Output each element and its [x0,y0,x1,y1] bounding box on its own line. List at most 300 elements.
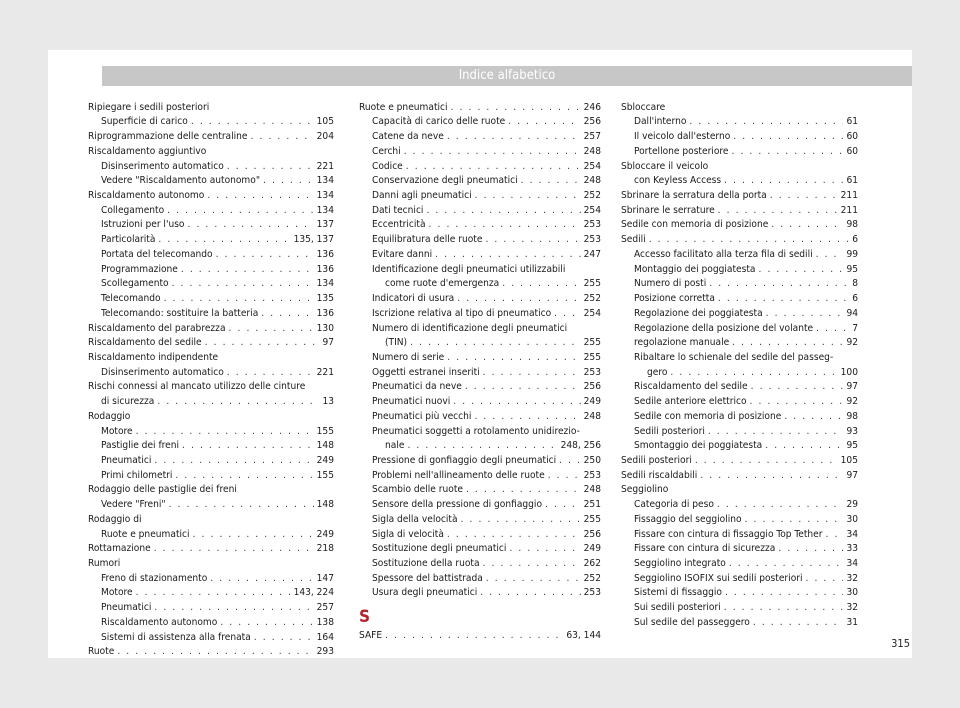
entry-page-number: 137 [316,219,334,231]
dot-leader [753,616,844,630]
entry-label: Sbrinare le serrature [621,204,715,216]
entry-label: Iscrizione relativa al tipo di pneumatico [372,307,552,319]
dot-leader [451,101,581,115]
index-entry [359,556,601,571]
index-heading [88,144,334,159]
entry-label: Sui sedili posteriori [634,602,721,614]
dot-leader [825,528,843,542]
entry-label: come ruote d'emergenza [385,278,500,290]
dot-leader [158,233,290,247]
dot-leader [765,439,843,453]
dot-leader [485,233,580,247]
entry-label: Superficie di carico [101,116,188,128]
index-entry [88,129,334,144]
index-entry [621,497,858,512]
index-entry [621,468,858,483]
entry-label: Eccentricità [372,219,426,231]
entry-label: Primi chilometri [101,469,173,481]
entry-page-number: 249 [316,454,334,466]
dot-leader [447,351,580,365]
entry-page-number: 32 [846,602,858,614]
dot-leader [709,277,849,291]
entry-label: Sedili posteriori [634,425,705,437]
index-entry [621,188,858,203]
dot-leader [670,366,837,380]
dot-leader [758,263,843,277]
index-heading [359,424,601,439]
entry-page-number: 97 [846,381,858,393]
index-entry [88,247,334,262]
entry-label: Identificazione degli pneumatici utilizzabili [372,263,566,275]
entry-label: Seggiolino integrato [634,558,726,569]
entry-label: Equilibratura delle ruote [372,234,483,246]
index-entry [88,291,334,306]
entry-page-number: 93 [846,425,858,437]
page-header-bar [102,66,912,86]
index-heading [621,350,858,365]
entry-label: Cerchi [372,145,401,157]
entry-label: Indicatori di usura [372,293,455,305]
entry-page-number: 255 [583,278,601,290]
dot-leader [453,395,580,409]
index-heading [88,409,334,424]
entry-label: Rodaggio delle pastiglie dei freni [88,484,237,496]
entry-label: con Keyless Access [634,175,722,187]
entry-page-number: 247 [583,248,601,260]
index-entry [88,615,334,630]
entry-label: Ruote e pneumatici [359,101,448,113]
dot-leader [718,204,838,218]
entry-page-number: 98 [846,410,858,422]
dot-leader [751,380,844,394]
index-entry [621,615,858,630]
dot-leader [729,557,844,571]
index-entry [359,336,601,351]
entry-label: Sedili [621,234,646,246]
entry-label: Usura degli pneumatici [372,587,478,599]
index-entry [621,277,858,292]
index-entry [359,380,601,395]
entry-page-number: 135, 137 [293,234,334,246]
index-entry [359,350,601,365]
index-entry [621,527,858,542]
index-entry [88,424,334,439]
entry-page-number: 252 [583,572,601,584]
entry-page-number: 92 [846,396,858,408]
index-entry [359,571,601,586]
entry-page-number: 29 [846,499,858,511]
index-entry [88,336,334,351]
entry-label: Pneumatici nuovi [372,396,451,408]
index-entry [359,306,601,321]
entry-label: Rodaggio [88,410,131,422]
index-entry [621,512,858,527]
index-entry [88,586,334,601]
index-heading [88,556,334,571]
index-entry [621,306,858,321]
entry-page-number: 33 [846,543,858,555]
index-heading [621,483,858,498]
dot-leader [816,322,849,336]
entry-page-number: 221 [316,160,334,172]
page-title: Indice alfabetico [458,68,556,83]
entry-label: regolazione manuale [634,337,730,349]
entry-page-number: 34 [846,558,858,569]
index-entry [359,277,601,292]
entry-page-number: 218 [316,543,334,555]
dot-leader [474,410,580,424]
index-entry [621,129,858,144]
entry-label: Posizione corretta [634,293,715,305]
dot-leader [708,425,844,439]
entry-label: Spessore del battistrada [372,572,483,584]
entry-page-number: 92 [846,337,858,349]
dot-leader [181,263,314,277]
dot-leader [254,631,314,645]
dot-leader [182,439,314,453]
index-entry [621,365,858,380]
entry-page-number: 143, 224 [293,587,334,599]
entry-label: Numero di serie [372,351,445,363]
dot-leader [164,292,314,306]
entry-label: Codice [372,160,403,172]
entry-page-number: 256 [583,381,601,393]
index-entry [359,115,601,130]
entry-label: Riscaldamento autonomo [101,616,218,628]
entry-label: Vedere "Freni" [101,499,166,511]
entry-label: Pneumatici da neve [372,381,462,393]
entry-label: Riscaldamento aggiuntivo [88,145,207,157]
entry-label: (TIN) [385,337,408,349]
entry-label: Pressione di gonfiaggio degli pneumatici [372,454,557,466]
entry-label: Sensore della pressione di gonfiaggio [372,499,543,511]
dot-leader [154,454,313,468]
entry-page-number: 221 [316,366,334,378]
entry-page-number: 253 [583,366,601,378]
index-entry [621,586,858,601]
dot-leader [475,189,581,203]
index-entry [621,542,858,557]
index-entry [621,394,858,409]
dot-leader [169,498,314,512]
entry-page-number: 255 [583,513,601,525]
index-entry [359,291,601,306]
index-entry [359,468,601,483]
entry-label: Sbloccare il veicolo [621,160,709,172]
dot-leader [207,189,313,203]
entry-page-number: 98 [846,219,858,231]
index-entry [359,129,601,144]
index-entry [621,262,858,277]
entry-page-number: 255 [583,351,601,363]
entry-label: Rottamazione [88,543,151,555]
index-entry [359,247,601,262]
entry-page-number: 293 [316,646,334,658]
index-entry [88,306,334,321]
entry-page-number: 97 [846,469,858,481]
dot-leader [545,498,581,512]
dot-leader [554,307,581,321]
dot-leader [447,528,581,542]
entry-label: Il veicolo dall'esterno [634,131,731,143]
dot-leader [732,336,843,350]
entry-page-number: 148 [316,440,334,452]
entry-page-number: 155 [316,469,334,481]
index-heading [359,262,601,277]
dot-leader [429,218,581,232]
dot-leader [733,130,843,144]
index-entry [359,527,601,542]
dot-leader [220,616,313,630]
entry-label: Pneumatici soggetti a rotolamento unidirezio- [372,425,580,437]
entry-page-number: 130 [316,322,334,334]
entry-label: Disinserimento automatico [101,160,224,172]
entry-label: Sedili posteriori [621,454,692,466]
entry-page-number: 105 [316,116,334,128]
entry-label: Ribaltare lo schienale del sedile del passeg- [634,351,834,363]
entry-label: Sostituzione della ruota [372,558,480,569]
entry-page-number: 253 [583,469,601,481]
entry-label: Sbloccare [621,101,666,113]
index-heading [88,512,334,527]
index-entry [359,174,601,189]
dot-leader [689,115,843,129]
dot-leader [447,130,581,144]
entry-page-number: 30 [846,513,858,525]
index-entry [88,321,334,336]
entry-page-number: 135 [316,293,334,305]
entry-page-number: 13 [322,396,334,408]
entry-label: Telecomando [101,293,161,305]
index-heading [88,380,334,395]
index-entry [359,365,601,380]
index-entry [88,365,334,380]
entry-page-number: 6 [852,234,858,246]
entry-page-number: 95 [846,263,858,275]
index-heading [88,350,334,365]
index-entry [88,468,334,483]
index-entry [621,380,858,395]
index-entry [359,439,601,454]
dot-leader [483,366,581,380]
entry-page-number: 204 [316,131,334,143]
index-entry [621,174,858,189]
entry-label: Sostituzione degli pneumatici [372,543,507,555]
entry-page-number: 255 [583,337,601,349]
index-entry [88,277,334,292]
dot-leader [465,380,581,394]
dot-leader [157,395,319,409]
entry-label: Ruote e pneumatici [101,528,190,540]
dot-leader [227,366,314,380]
index-entry [359,409,601,424]
dot-leader [205,336,320,350]
dot-leader [649,233,850,247]
dot-leader [718,292,849,306]
index-entry [621,232,858,247]
entry-page-number: 257 [316,602,334,614]
dot-leader [188,218,314,232]
entry-page-number: 248 [583,484,601,496]
dot-leader [724,174,843,188]
entry-label: Problemi nell'allineamento delle ruote [372,469,545,481]
dot-leader [216,248,314,262]
dot-leader [172,277,314,291]
entry-label: Riscaldamento del sedile [634,381,748,393]
dot-leader [724,601,844,615]
index-entry [359,483,601,498]
entry-label: Sistemi di fissaggio [634,587,722,599]
entry-label: Fissare con cintura di sicurezza [634,543,776,555]
entry-label: Scollegamento [101,278,169,290]
entry-label: Sigla della velocità [372,513,458,525]
entry-label: Sbrinare la serratura della porta [621,190,767,202]
index-heading [88,100,334,115]
index-entry [621,600,858,615]
entry-page-number: 252 [583,190,601,202]
entry-label: Evitare danni [372,248,433,260]
entry-label: Telecomando: sostituire la batteria [101,307,259,319]
entry-page-number: 32 [846,572,858,584]
entry-page-number: 30 [846,587,858,599]
entry-label: Sedile con memoria di posizione [634,410,782,422]
index-entry [359,453,601,468]
entry-page-number: 252 [583,293,601,305]
entry-page-number: 249 [583,396,601,408]
entry-page-number: 105 [840,454,858,466]
entry-label: Ripiegare i sedili posteriori [88,101,210,113]
entry-label: Seggiolino ISOFIX sui sedili posteriori [634,572,803,584]
page-number: 315 [891,637,910,650]
entry-page-number: 262 [583,558,601,569]
index-heading [88,483,334,498]
entry-page-number: 61 [846,116,858,128]
dot-leader [766,307,844,321]
index-entry [621,144,858,159]
entry-label: Freno di stazionamento [101,572,208,584]
dot-leader [154,542,314,556]
dot-leader [717,498,844,512]
entry-page-number: 136 [316,307,334,319]
dot-leader [784,410,843,424]
index-entry [621,556,858,571]
entry-label: Vedere "Riscaldamento autonomo" [101,175,261,187]
dot-leader [745,513,844,527]
dot-leader [227,160,314,174]
index-entry [359,203,601,218]
index-entry [88,188,334,203]
entry-label: Motore [101,425,133,437]
entry-page-number: 99 [846,248,858,260]
dot-leader [136,586,291,600]
dot-leader [410,336,581,350]
entry-label: Riscaldamento autonomo [88,190,205,202]
index-entry [621,424,858,439]
index-heading [359,321,601,336]
entry-page-number: 246 [583,101,601,113]
entry-page-number: 254 [583,204,601,216]
entry-label: Pneumatici [101,602,152,614]
dot-leader [461,513,581,527]
dot-leader [261,307,313,321]
entry-page-number: 100 [840,366,858,378]
entry-page-number: 8 [852,278,858,290]
index-entry [359,188,601,203]
dot-leader [229,322,314,336]
entry-label: Conservazione degli pneumatici [372,175,518,187]
entry-label: nale [385,440,405,452]
entry-page-number: 253 [583,234,601,246]
entry-page-number: 134 [316,190,334,202]
dot-leader [251,130,314,144]
entry-page-number: 164 [316,631,334,643]
entry-label: Pneumatici [101,454,152,466]
dot-leader [778,542,843,556]
entry-page-number: 6 [852,293,858,305]
dot-leader [210,572,313,586]
index-entry [621,247,858,262]
index-entry [359,100,601,115]
entry-label: Accesso facilitato alla terza fila di sedili [634,248,813,260]
entry-label: Seggiolino [621,484,669,496]
dot-leader [502,277,580,291]
index-entry [88,262,334,277]
entry-label: Pastiglie dei freni [101,440,180,452]
entry-label: Sistemi di assistenza alla frenata [101,631,251,643]
entry-page-number: 257 [583,131,601,143]
entry-label: Catene da neve [372,131,444,143]
entry-label: Disinserimento automatico [101,366,224,378]
entry-page-number: 147 [316,572,334,584]
entry-label: Regolazione della posizione del volante [634,322,814,334]
entry-label: Riscaldamento del parabrezza [88,322,226,334]
entry-label: Numero di identificazione degli pneumatici [372,322,568,334]
entry-page-number: 248 [583,410,601,422]
dot-leader [435,248,581,262]
dot-leader [263,174,314,188]
entry-page-number: 134 [316,204,334,216]
dot-leader [521,174,581,188]
entry-page-number: 248, 256 [560,440,601,452]
dot-leader [732,145,844,159]
entry-label: Fissaggio del seggiolino [634,513,742,525]
entry-label: Riscaldamento del sedile [88,337,202,349]
entry-label: Dall'interno [634,116,687,128]
entry-label: Rodaggio di [88,513,142,525]
index-column-2 [359,100,601,643]
entry-label: Smontaggio dei poggiatesta [634,440,763,452]
entry-page-number: 251 [583,499,601,511]
entry-page-number: 256 [583,528,601,540]
dot-leader [167,204,313,218]
dot-leader [695,454,838,468]
dot-leader [548,469,581,483]
index-entry [88,645,334,660]
entry-page-number: 256 [583,116,601,128]
dot-leader [806,572,844,586]
entry-page-number: 60 [846,145,858,157]
index-entry [88,497,334,512]
entry-page-number: 134 [316,278,334,290]
dot-leader [480,586,580,600]
entry-label: Motore [101,587,133,599]
entry-label: Particolarità [101,234,156,246]
entry-label: gero [647,366,668,378]
index-entry [88,115,334,130]
index-entry [621,218,858,233]
entry-page-number: 95 [846,440,858,452]
dot-leader [404,145,581,159]
